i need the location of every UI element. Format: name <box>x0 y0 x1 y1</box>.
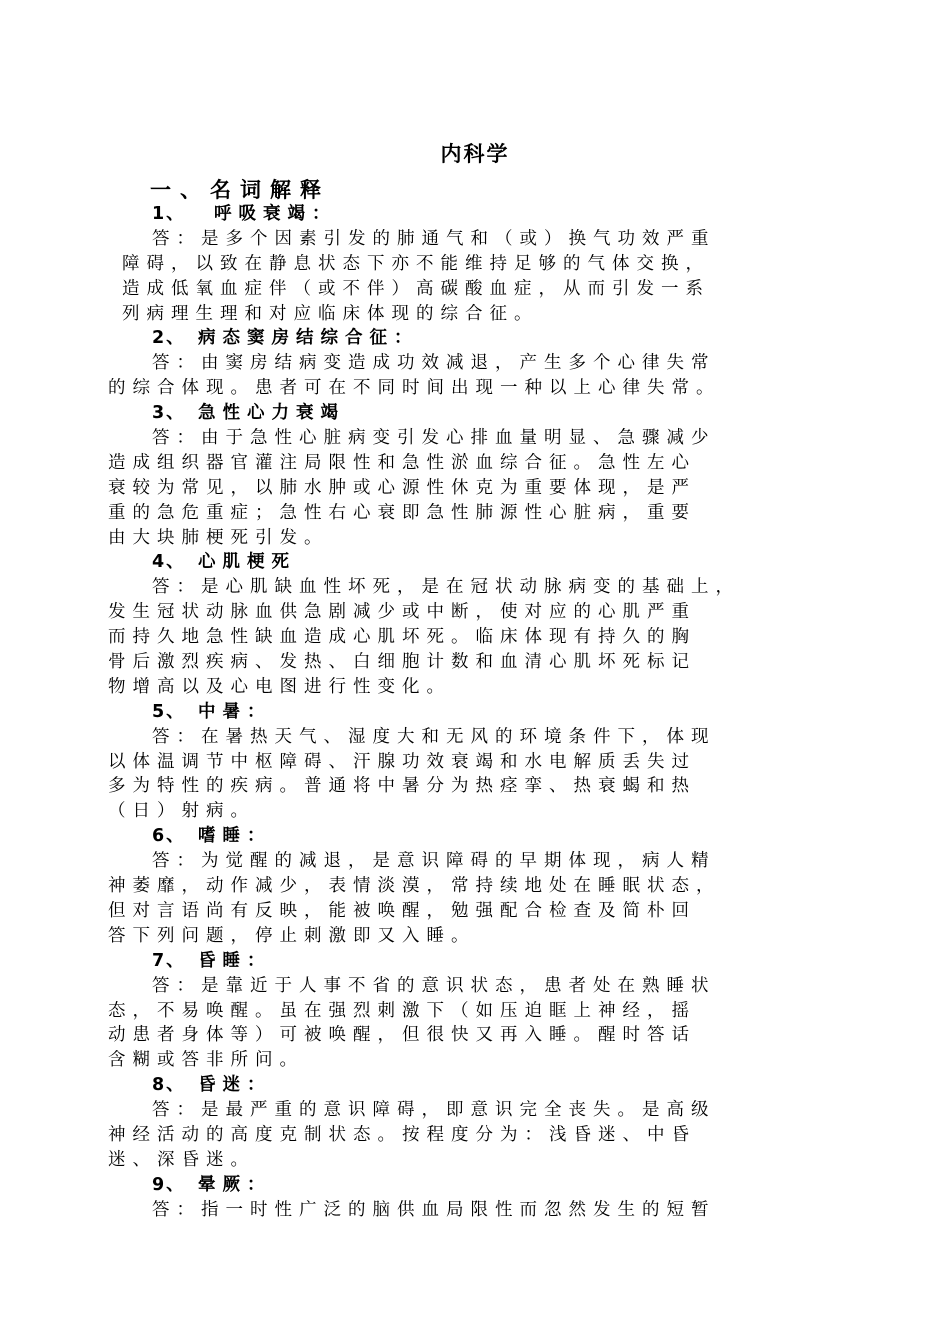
definition-line: 答：是靠近于人事不省的意识状态，患者处在熟睡状 <box>152 975 716 996</box>
term-heading <box>0 949 950 974</box>
term-heading <box>0 1073 950 1098</box>
definition-line: 答：由窦房结病变造成功效减退，产生多个心律失常 <box>152 353 716 374</box>
definition-line: 答：由于急性心脏病变引发心排血量明显、急骤减少 <box>152 428 716 449</box>
term-label: 昏迷： <box>198 1075 272 1096</box>
definition-line: 神萎靡，动作减少，表情淡漠，常持续地处在睡眠状态， <box>108 876 721 897</box>
term-entry <box>0 1173 950 1223</box>
term-label: 呼吸衰竭： <box>214 204 337 224</box>
section-heading: 一、名词解释 <box>150 178 330 202</box>
definition-line: 造成低氧血症伴（或不伴）高碳酸血症，从而引发一系 <box>122 278 710 299</box>
term-number: 3、 <box>152 403 186 424</box>
definition-line: 骨后激烈疾病、发热、白细胞计数和血清心肌坏死标记 <box>108 652 696 673</box>
term-number: 5、 <box>152 701 186 722</box>
term-entry <box>0 326 950 401</box>
term-entry <box>0 550 950 699</box>
definition-line: 以体温调节中枢障碍、汗腺功效衰竭和水电解质丢失过 <box>108 751 696 772</box>
definition-line: 发生冠状动脉血供急剧减少或中断，使对应的心肌严重 <box>108 602 696 623</box>
term-number: 8、 <box>152 1075 186 1096</box>
term-number: 6、 <box>152 826 186 847</box>
term-entry <box>0 700 950 824</box>
term-number: 9、 <box>152 1174 186 1195</box>
definition-line: 衰较为常见，以肺水肿或心源性休克为重要体现，是严 <box>108 477 696 498</box>
definition-line: （日）射病。 <box>108 801 255 822</box>
term-heading <box>0 700 950 725</box>
definition-line: 答：是心肌缺血性坏死，是在冠状动脉病变的基础上， <box>152 577 740 598</box>
term-label: 嗜睡： <box>198 826 272 847</box>
term-entries <box>0 202 950 1223</box>
definition-line: 的综合体现。患者可在不同时间出现一种以上心律失常。 <box>108 378 721 399</box>
definition-line: 迷、深昏迷。 <box>108 1149 255 1170</box>
term-entry <box>0 949 950 1073</box>
term-entry <box>0 1073 950 1173</box>
definition-line: 答下列问题，停止刺激即又入睡。 <box>108 925 476 946</box>
definition-line: 答：是最严重的意识障碍，即意识完全丧失。是高级 <box>152 1100 716 1121</box>
term-heading <box>0 824 950 849</box>
definition-line: 物增高以及心电图进行性变化。 <box>108 676 451 697</box>
definition-line: 动患者身体等）可被唤醒，但很快又再入睡。醒时答话 <box>108 1025 696 1046</box>
definition-line: 障碍，以致在静息状态下亦不能维持足够的气体交换， <box>122 253 710 274</box>
term-number: 2、 <box>152 328 186 349</box>
term-label: 病态窦房结综合征： <box>198 328 419 349</box>
term-label: 晕厥： <box>198 1174 272 1195</box>
term-entry <box>0 202 950 326</box>
definition-line: 答：在暑热天气、湿度大和无风的环境条件下，体现 <box>152 726 716 747</box>
term-heading <box>0 326 950 351</box>
definition-line: 多为特性的疾病。普通将中暑分为热痉挛、热衰蝎和热 <box>108 776 696 797</box>
definition-line: 含糊或答非所问。 <box>108 1050 304 1071</box>
term-heading <box>0 401 950 426</box>
term-label: 急性心力衰竭 <box>198 403 345 424</box>
term-heading <box>0 1173 950 1198</box>
term-label: 昏睡： <box>198 950 272 971</box>
definition-line: 而持久地急性缺血造成心肌坏死。临床体现有持久的胸 <box>108 627 696 648</box>
term-label: 心肌梗死 <box>198 552 296 573</box>
document-title: 内科学 <box>440 142 510 166</box>
definition-line: 神经活动的高度克制状态。按程度分为：浅昏迷、中昏 <box>108 1124 696 1145</box>
term-entry <box>0 824 950 948</box>
term-heading <box>0 550 950 575</box>
definition-line: 列病理生理和对应临床体现的综合征。 <box>122 303 539 324</box>
term-heading <box>0 202 950 227</box>
term-number: 1、 <box>152 204 186 224</box>
definition-line: 答：为觉醒的减退，是意识障碍的早期体现，病人精 <box>152 851 716 872</box>
definition-line: 答：指一时性广泛的脑供血局限性而忽然发生的短暂 <box>152 1199 716 1220</box>
definition-line: 重的急危重症；急性右心衰即急性肺源性心脏病，重要 <box>108 502 696 523</box>
term-number: 7、 <box>152 950 186 971</box>
definition-line: 态，不易唤醒。虽在强烈刺激下（如压迫眶上神经，摇 <box>108 1000 696 1021</box>
definition-line: 造成组织器官灌注局限性和急性淤血综合征。急性左心 <box>108 452 696 473</box>
definition-line: 但对言语尚有反映，能被唤醒，勉强配合检查及简朴回 <box>108 900 696 921</box>
term-label: 中暑： <box>198 701 272 722</box>
term-entry <box>0 401 950 550</box>
definition-line: 答：是多个因素引发的肺通气和（或）换气功效严重 <box>152 228 716 249</box>
term-number: 4、 <box>152 552 186 573</box>
definition-line: 由大块肺梗死引发。 <box>108 527 329 548</box>
